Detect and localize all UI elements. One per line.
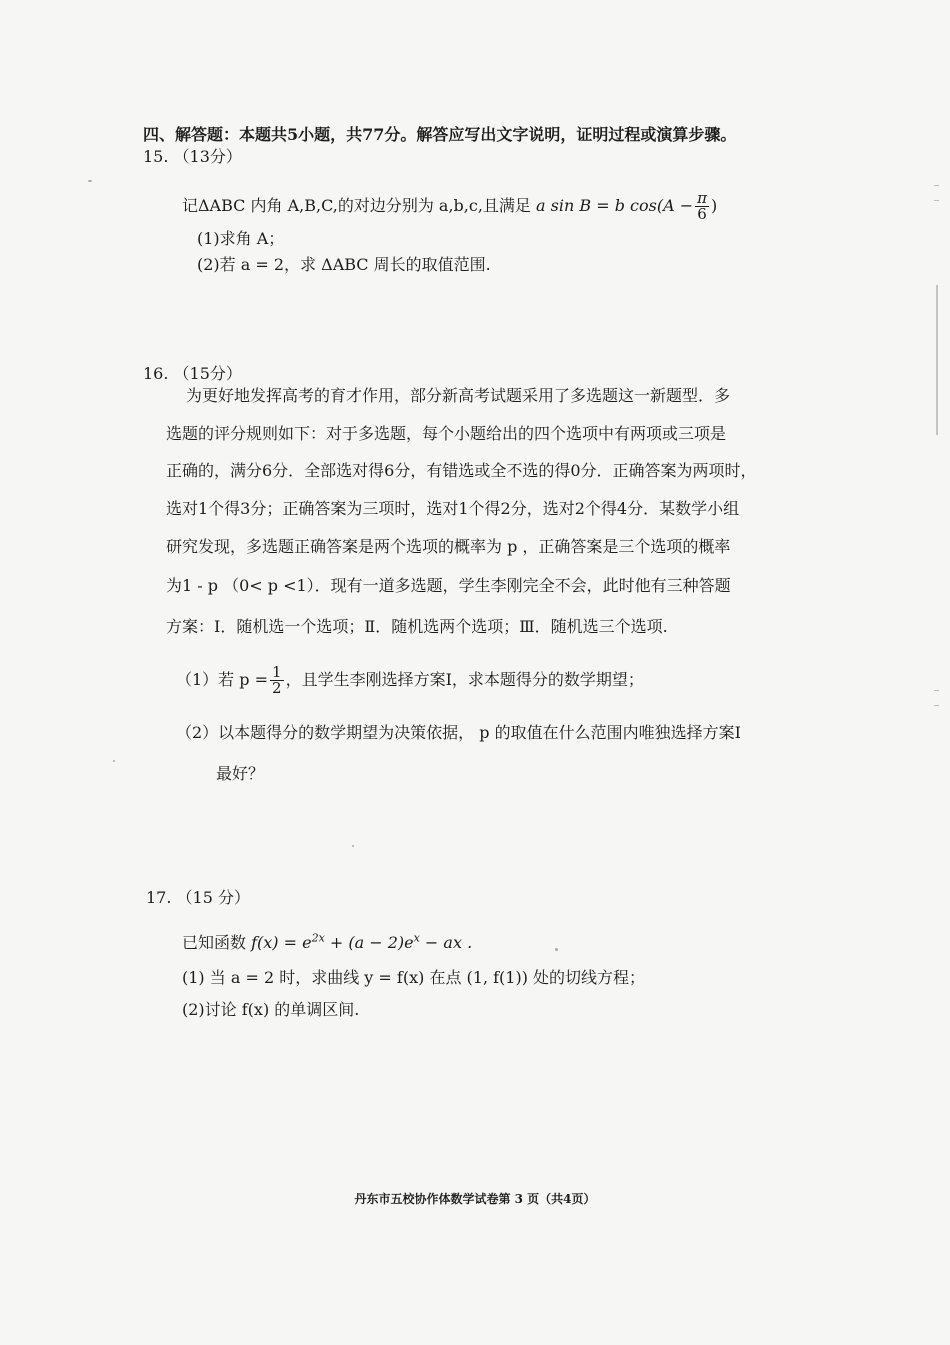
scan-tick [934,705,939,706]
q16-para-line: 选对1个得3分；正确答案为三项时，选对1个得2分，选对2个得4分．某数学小组 [166,499,740,518]
q16-para-line: 正确的，满分6分．全部选对得6分，有错选或全不选的得0分．正确答案为两项时， [166,461,757,480]
q15-fraction [695,191,709,222]
q17-stem-pre: 已知函数 [182,933,247,952]
q15-part2: (2)若 a = 2，求 ΔABC 周长的取值范围. [197,255,491,274]
q16-part2-line2: 最好？ [216,764,265,783]
q16-para-line: 选题的评分规则如下：对于多选题，每个小题给出的四个选项中有两项或三项是 [166,424,727,443]
q15-frac-num: π [697,189,707,207]
q17-exp2: x [413,931,420,945]
q17-stem [182,933,472,953]
q16-para-line: 为更好地发挥高考的育才作用，部分新高考试题采用了多选题这一新题型．多 [186,386,731,405]
q16-frac-num: 1 [272,663,282,681]
q17-stem-mid: + (a − 2)e [324,933,414,952]
q15-frac-den: 6 [695,206,709,222]
q16-para-line: 方案：Ⅰ．随机选一个选项；Ⅱ．随机选两个选项；Ⅲ．随机选三个选项. [166,617,668,636]
q16-part2-line1: （2）以本题得分的数学期望为决策依据， p 的取值在什么范围内唯独选择方案Ⅰ [176,723,741,742]
scan-tick [934,185,939,186]
q16-para-line: 为1 - p （0< p <1）．现有一道多选题，学生李刚完全不会，此时他有三种答题 [166,576,731,595]
scan-speck [555,948,558,951]
q16-part1-pre: （1）若 p = [176,670,269,689]
scan-edge-mark [936,285,938,435]
q16-header: 16. （15分） [143,364,242,383]
q17-stem-f: f(x) = e [251,933,312,952]
q16-para-line: 研究发现，多选题正确答案是两个选项的概率为 p ，正确答案是三个选项的概率 [166,537,731,556]
q16-fraction [270,665,284,696]
scan-speck [352,845,354,847]
q15-part1: (1)求角 A； [197,229,285,248]
q17-stem-end: − ax . [419,933,473,952]
scan-speck [113,760,115,762]
q16-part1 [176,658,644,702]
q15-header: 15. （13分） [143,147,242,166]
page-footer: 丹东市五校协作体数学试卷第 3 页（共4页） [354,1192,596,1206]
q16-part1-post: ，且学生李刚选择方案Ⅰ，求本题得分的数学期望； [285,670,644,689]
q15-stem-text: 记ΔABC 内角 A,B,C,的对边分别为 a,b,c,且满足 [182,196,531,215]
q17-part2: (2)讨论 f(x) 的单调区间. [182,1000,360,1019]
scan-tick [934,690,939,691]
q15-stem-close: ) [710,196,718,215]
q17-exp1: 2x [311,931,325,945]
q16-frac-den: 2 [272,679,282,697]
scan-speck [88,180,92,182]
q17-header: 17. （15 分） [146,888,250,907]
q17-part1: (1) 当 a = 2 时，求曲线 y = f(x) 在点 (1, f(1)) 处的切线方程； [182,968,646,987]
section-heading: 四、解答题：本题共5小题，共77分。解答应写出文字说明，证明过程或演算步骤。 [143,125,737,144]
scan-tick [934,200,939,201]
q15-stem-math: a sin B = b cos(A − [536,196,694,215]
q15-stem [182,185,717,227]
